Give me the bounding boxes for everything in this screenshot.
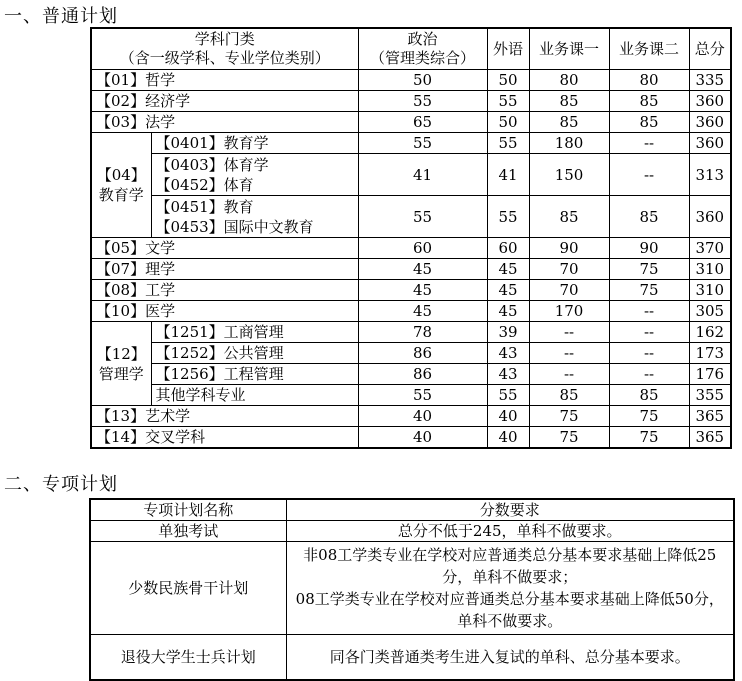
- table-row: [91, 385, 731, 406]
- subject-name: 【13】艺术学: [91, 406, 358, 427]
- group-04-label: 【04】 教育学: [91, 133, 151, 238]
- politics-score: 65: [358, 112, 487, 133]
- course2-score: --: [609, 343, 689, 364]
- subject-name: 【1252】公共管理: [151, 343, 358, 364]
- table-row: [91, 112, 731, 133]
- subject-name: 【03】法学: [91, 112, 358, 133]
- course2-score: --: [609, 301, 689, 322]
- foreign-score: 45: [487, 301, 529, 322]
- politics-score: 86: [358, 343, 487, 364]
- table-header-row: [90, 499, 734, 521]
- total-score: 360: [689, 133, 731, 154]
- foreign-score: 43: [487, 343, 529, 364]
- course1-score: 75: [529, 427, 609, 449]
- course1-score: 75: [529, 406, 609, 427]
- course1-score: 90: [529, 238, 609, 259]
- course1-score: 85: [529, 385, 609, 406]
- total-score: 370: [689, 238, 731, 259]
- total-score: 305: [689, 301, 731, 322]
- course1-score: 80: [529, 70, 609, 91]
- foreign-score: 40: [487, 427, 529, 449]
- course1-score: 180: [529, 133, 609, 154]
- subject-name: 【0451】教育 【0453】国际中文教育: [151, 196, 358, 238]
- total-score: 313: [689, 154, 731, 196]
- foreign-score: 55: [487, 196, 529, 238]
- foreign-score: 55: [487, 91, 529, 112]
- table-row: [91, 427, 731, 449]
- course2-score: 75: [609, 406, 689, 427]
- table-row: [90, 635, 734, 681]
- politics-score: 55: [358, 91, 487, 112]
- politics-score: 55: [358, 196, 487, 238]
- total-score: 360: [689, 91, 731, 112]
- section-2-title: 二、专项计划: [4, 474, 118, 495]
- politics-score: 45: [358, 301, 487, 322]
- foreign-score: 55: [487, 385, 529, 406]
- course2-score: --: [609, 364, 689, 385]
- course2-score: 90: [609, 238, 689, 259]
- table-row: [91, 238, 731, 259]
- foreign-score: 50: [487, 112, 529, 133]
- course1-score: 85: [529, 196, 609, 238]
- total-score: 335: [689, 70, 731, 91]
- course2-score: 85: [609, 112, 689, 133]
- header-plan-name: 专项计划名称: [90, 499, 286, 521]
- course1-score: 85: [529, 91, 609, 112]
- table-row: [91, 280, 731, 301]
- table-row: [91, 259, 731, 280]
- course1-score: 70: [529, 280, 609, 301]
- table-header-row: [91, 28, 731, 70]
- header-foreign: 外语: [487, 28, 529, 70]
- foreign-score: 39: [487, 322, 529, 343]
- foreign-score: 40: [487, 406, 529, 427]
- politics-score: 78: [358, 322, 487, 343]
- general-plan-table: [90, 27, 732, 449]
- table-row: [91, 364, 731, 385]
- table-row: [91, 196, 731, 238]
- politics-score: 55: [358, 385, 487, 406]
- total-score: 310: [689, 280, 731, 301]
- header-total: 总分: [689, 28, 731, 70]
- course2-score: 80: [609, 70, 689, 91]
- subject-name: 其他学科专业: [151, 385, 358, 406]
- special-plan-table: [89, 498, 735, 681]
- course2-score: 75: [609, 280, 689, 301]
- politics-score: 55: [358, 133, 487, 154]
- table-row: [90, 542, 734, 635]
- table-row: [91, 406, 731, 427]
- score-requirement: 同各门类普通类考生进入复试的单科、总分基本要求。: [286, 635, 734, 681]
- table-row: [91, 91, 731, 112]
- total-score: 360: [689, 196, 731, 238]
- header-course1: 业务课一: [529, 28, 609, 70]
- subject-name: 【1251】工商管理: [151, 322, 358, 343]
- politics-score: 86: [358, 364, 487, 385]
- politics-score: 40: [358, 406, 487, 427]
- header-course2: 业务课二: [609, 28, 689, 70]
- requirement-line: 08工学类专业在学校对应普通类总分基本要求基础上降低50分，单科不做要求。: [295, 590, 724, 630]
- course2-score: 85: [609, 385, 689, 406]
- foreign-score: 45: [487, 280, 529, 301]
- course2-score: --: [609, 154, 689, 196]
- total-score: 365: [689, 406, 731, 427]
- total-score: 310: [689, 259, 731, 280]
- politics-score: 50: [358, 70, 487, 91]
- course1-score: --: [529, 343, 609, 364]
- course2-score: 85: [609, 91, 689, 112]
- foreign-score: 50: [487, 70, 529, 91]
- course1-score: 150: [529, 154, 609, 196]
- plan-name: 单独考试: [90, 521, 286, 542]
- foreign-score: 55: [487, 133, 529, 154]
- subject-name: 【10】医学: [91, 301, 358, 322]
- foreign-score: 41: [487, 154, 529, 196]
- course1-score: 170: [529, 301, 609, 322]
- table-row: [91, 301, 731, 322]
- subject-name: 【0403】体育学 【0452】体育: [151, 154, 358, 196]
- course1-score: --: [529, 322, 609, 343]
- course1-score: 70: [529, 259, 609, 280]
- group-12-label: 【12】 管理学: [91, 322, 151, 406]
- course2-score: --: [609, 322, 689, 343]
- politics-score: 45: [358, 280, 487, 301]
- politics-score: 60: [358, 238, 487, 259]
- subject-name: 【08】工学: [91, 280, 358, 301]
- plan-name: 退役大学生士兵计划: [90, 635, 286, 681]
- header-subject: 学科门类 （含一级学科、专业学位类别）: [91, 28, 358, 70]
- course1-score: --: [529, 364, 609, 385]
- course2-score: --: [609, 133, 689, 154]
- subject-name: 【05】文学: [91, 238, 358, 259]
- course2-score: 75: [609, 427, 689, 449]
- table-row: [90, 521, 734, 542]
- header-politics: 政治 （管理类综合）: [358, 28, 487, 70]
- header-score-requirement: 分数要求: [286, 499, 734, 521]
- total-score: 355: [689, 385, 731, 406]
- subject-name: 【0401】教育学: [151, 133, 358, 154]
- subject-name: 【07】理学: [91, 259, 358, 280]
- subject-name: 【02】经济学: [91, 91, 358, 112]
- score-requirement: 总分不低于245，单科不做要求。: [286, 521, 734, 542]
- course2-score: 85: [609, 196, 689, 238]
- table-row: [91, 343, 731, 364]
- politics-score: 45: [358, 259, 487, 280]
- table-row: [91, 322, 731, 343]
- foreign-score: 43: [487, 364, 529, 385]
- total-score: 365: [689, 427, 731, 449]
- section-1-title: 一、普通计划: [4, 6, 118, 27]
- subject-name: 【14】交叉学科: [91, 427, 358, 449]
- requirement-line: 非08工学类专业在学校对应普通类总分基本要求基础上降低25分，单科不做要求；: [303, 546, 717, 586]
- table-row: [91, 70, 731, 91]
- foreign-score: 60: [487, 238, 529, 259]
- subject-name: 【1256】工程管理: [151, 364, 358, 385]
- subject-name: 【01】哲学: [91, 70, 358, 91]
- total-score: 173: [689, 343, 731, 364]
- plan-name: 少数民族骨干计划: [90, 542, 286, 635]
- politics-score: 41: [358, 154, 487, 196]
- score-requirement: [286, 542, 734, 635]
- total-score: 360: [689, 112, 731, 133]
- table-row: [91, 154, 731, 196]
- course1-score: 85: [529, 112, 609, 133]
- total-score: 176: [689, 364, 731, 385]
- table-row: [91, 133, 731, 154]
- politics-score: 40: [358, 427, 487, 449]
- course2-score: 75: [609, 259, 689, 280]
- foreign-score: 45: [487, 259, 529, 280]
- total-score: 162: [689, 322, 731, 343]
